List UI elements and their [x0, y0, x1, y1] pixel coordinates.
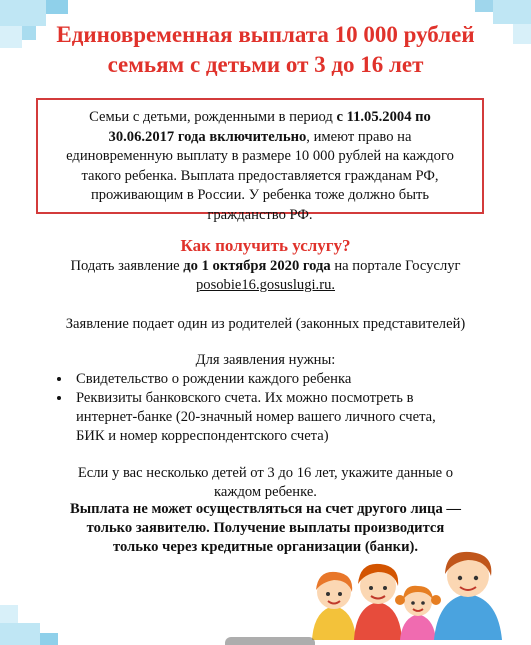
decor-square: [0, 623, 40, 645]
list-item-line: • Свидетельство о рождении каждого ребенка: [76, 371, 352, 387]
eligibility-box: [36, 98, 484, 223]
eligibility-line: гражданство РФ.: [207, 206, 313, 223]
list-item-line: интернет-банке (20-значный номер вашего личного счета,: [76, 409, 436, 425]
children-illustration: [300, 548, 510, 640]
decor-square: [0, 605, 18, 623]
submit-text: Подать заявление: [70, 258, 184, 274]
note-line: Если у вас несколько детей от 3 до 16 лет, укажите данные о: [77, 465, 454, 481]
decor-square: [46, 0, 68, 14]
list-item: [72, 389, 512, 446]
required-docs-heading: Для заявления нужны:: [195, 352, 336, 368]
warning-line: только через кредитные организации (банки).: [112, 539, 419, 555]
required-docs-list: [50, 370, 512, 446]
note-line: каждом ребенке.: [214, 484, 317, 500]
portal-link[interactable]: posobie16.gosuslugi.ru.: [195, 277, 336, 293]
applicant-note: Заявление подает один из родителей (законных представителей): [65, 316, 466, 332]
list-item-line: БИК и номер корреспондентского счета): [76, 428, 329, 444]
page-title-line: семьям с детьми от 3 до 16 лет: [107, 52, 424, 77]
eligibility-line: такого ребенка. Выплата предоставляется гражданам РФ,: [81, 167, 439, 184]
page-title: [30, 20, 501, 80]
decor-square: [475, 0, 493, 12]
eligibility-line: [50, 108, 470, 128]
submit-instruction: [0, 257, 531, 276]
decor-square: [0, 26, 22, 48]
eligibility-text: Семьи с детьми, рожденными в период: [89, 109, 337, 125]
page-scroll-handle[interactable]: [225, 637, 315, 645]
list-item: [72, 370, 512, 389]
eligibility-line: проживающим в России. У ребенка тоже должно быть: [90, 187, 430, 204]
submit-text: на портале Госуслуг: [330, 258, 461, 274]
portal-line: [0, 276, 531, 295]
warning-line: Выплата не может осуществляться на счет другого лица —: [70, 501, 461, 517]
child-figure: [434, 552, 502, 640]
eligibility-date-end: 30.06.2017 года включительно: [108, 128, 307, 145]
submit-deadline: до 1 октября 2020 года: [183, 258, 331, 274]
eligibility-text: , имеют право на: [306, 128, 412, 145]
child-figure: [312, 572, 356, 640]
eligibility-line: единовременную выплату в размере 10 000 рублей на каждого: [66, 148, 454, 165]
eligibility-line: [50, 128, 470, 148]
how-to-apply-heading: Как получить услугу?: [180, 236, 351, 255]
child-figure: [354, 564, 402, 640]
child-figure: [395, 586, 441, 640]
multiple-children-note: [0, 464, 531, 502]
page-title-line: Единовременная выплата 10 000 рублей: [56, 22, 475, 47]
warning-line: только заявителю. Получение выплаты производится: [86, 520, 445, 536]
list-item-line: • Реквизиты банковского счета. Их можно посмотреть в: [76, 390, 414, 406]
decor-square: [40, 633, 58, 645]
decor-square: [513, 24, 531, 44]
eligibility-date-start: с 11.05.2004 по: [336, 109, 431, 125]
